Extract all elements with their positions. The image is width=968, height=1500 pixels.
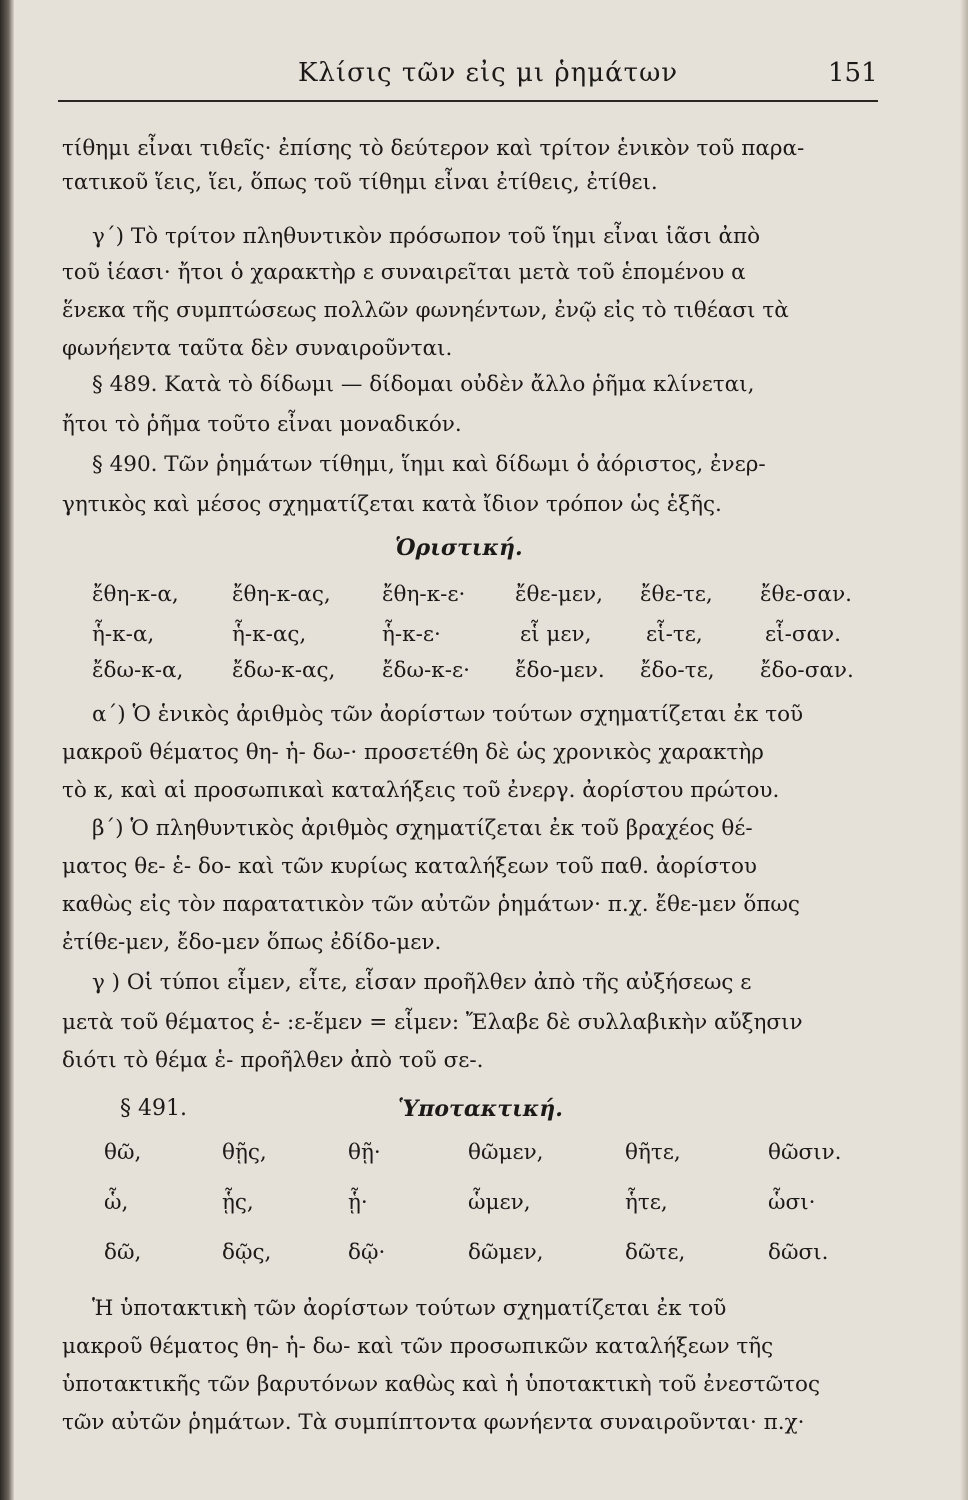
conjugation-cell: ἔδο-σαν. xyxy=(760,658,854,683)
header-rule xyxy=(58,100,878,102)
text-line: μακροῦ θέματος θη- ἡ- δω-· προσετέθη δὲ ὡς χρονικὸς χαρακτὴρ xyxy=(62,740,764,765)
conjugation-cell: εἷ-τε, xyxy=(646,622,703,647)
conjugation-cell: ὧσι· xyxy=(768,1190,816,1215)
conjugation-cell: θῶμεν, xyxy=(468,1140,544,1165)
text-line: Ἡ ὑποτακτικὴ τῶν ἀορίστων τούτων σχηματίζεται ἐκ τοῦ xyxy=(92,1296,727,1321)
page-number: 151 xyxy=(828,58,878,88)
text-line: τατικοῦ ἵεις, ἵει, ὅπως τοῦ τίθημι εἶναι ἐτίθεις, ἐτίθει. xyxy=(62,170,658,195)
conjugation-cell: ἔδω-κ-α, xyxy=(92,658,184,683)
section-number: § 491. xyxy=(120,1096,187,1121)
text-line: § 490. Τῶν ῥημάτων τίθημι, ἵημι καὶ δίδωμι ὁ ἀόριστος, ἐνερ- xyxy=(92,452,766,477)
text-line: γ ) Οἱ τύποι εἷμεν, εἷτε, εἷσαν προῆλθεν ἀπὸ τῆς αὐξήσεως ε xyxy=(92,970,752,995)
conjugation-cell: εἷ μεν, xyxy=(520,622,592,647)
conjugation-cell: ἔθη-κ-α, xyxy=(92,582,179,607)
conjugation-cell: θῆτε, xyxy=(625,1140,681,1165)
conjugation-cell: ἧ-κ-α, xyxy=(92,622,155,647)
text-line: τὸ κ, καὶ αἱ προσωπικαὶ καταλήξεις τοῦ ἐνεργ. ἀορίστου πρώτου. xyxy=(62,778,780,803)
conjugation-cell: ᾗ· xyxy=(348,1190,368,1215)
conjugation-cell: θῶ, xyxy=(104,1140,142,1165)
text-line: τῶν αὐτῶν ῥημάτων. Τὰ συμπίπτοντα φωνήεντα συναιροῦνται· π.χ· xyxy=(62,1410,805,1435)
text-line: ἐτίθε-μεν, ἔδο-μεν ὅπως ἐδίδο-μεν. xyxy=(62,930,442,955)
conjugation-cell: δῷ· xyxy=(348,1240,386,1265)
conjugation-cell: ἔθε-μεν, xyxy=(515,582,603,607)
text-line: γ΄) Τὸ τρίτον πληθυντικὸν πρόσωπον τοῦ ἵημι εἶναι ἱᾶσι ἀπὸ xyxy=(92,224,761,249)
heading-subjunctive: Ὑποτακτική. xyxy=(398,1096,563,1122)
book-gutter-shadow xyxy=(0,0,14,1500)
conjugation-cell: θῶσιν. xyxy=(768,1140,842,1165)
conjugation-cell: ἔδο-τε, xyxy=(640,658,715,683)
conjugation-cell: δῷς, xyxy=(222,1240,272,1265)
heading-indicative: Ὁριστική. xyxy=(395,535,523,561)
text-line: ματος θε- ἑ- δο- καὶ τῶν κυρίως καταλήξεων τοῦ παθ. ἀορίστου xyxy=(62,854,757,879)
conjugation-cell: θῇ· xyxy=(348,1140,381,1165)
conjugation-cell: ὧ, xyxy=(104,1190,129,1215)
conjugation-cell: δῶμεν, xyxy=(468,1240,544,1265)
text-line: μετὰ τοῦ θέματος ἑ- :ε-ἕμεν = εἷμεν: Ἔλαβε δὲ συλλαβικὴν αὔξησιν xyxy=(62,1010,803,1035)
text-line: β΄) Ὁ πληθυντικὸς ἀριθμὸς σχηματίζεται ἐκ τοῦ βραχέος θέ- xyxy=(92,816,753,841)
text-line: τίθημι εἶναι τιθεῖς· ἐπίσης τὸ δεύτερον καὶ τρίτον ἑνικὸν τοῦ παρα- xyxy=(62,136,805,161)
text-line: μακροῦ θέματος θη- ἡ- δω- καὶ τῶν προσωπικῶν καταλήξεων τῆς xyxy=(62,1334,774,1359)
conjugation-cell: ἔθε-τε, xyxy=(640,582,713,607)
text-line: τοῦ ἱέασι· ἤτοι ὁ χαρακτὴρ ε συναιρεῖται μετὰ τοῦ ἑπομένου α xyxy=(62,260,746,285)
conjugation-cell: δῶτε, xyxy=(625,1240,686,1265)
conjugation-cell: ἔδω-κ-ε· xyxy=(382,658,470,683)
text-line: § 489. Κατὰ τὸ δίδωμι — δίδομαι οὐδὲν ἄλλο ῥῆμα κλίνεται, xyxy=(92,372,755,397)
conjugation-cell: ᾗς, xyxy=(222,1190,254,1215)
conjugation-cell: ἔδο-μεν. xyxy=(515,658,605,683)
conjugation-cell: θῇς, xyxy=(222,1140,267,1165)
conjugation-cell: ἧτε, xyxy=(625,1190,668,1215)
conjugation-cell: ἔθη-κ-ας, xyxy=(232,582,331,607)
running-header-title: Κλίσις τῶν εἰς μι ῥημάτων xyxy=(298,58,679,88)
text-line: γητικὸς καὶ μέσος σχηματίζεται κατὰ ἴδιον τρόπον ὡς ἑξῆς. xyxy=(62,492,722,517)
conjugation-cell: ἔδω-κ-ας, xyxy=(232,658,336,683)
text-line: ἤτοι τὸ ῥῆμα τοῦτο εἶναι μοναδικόν. xyxy=(62,412,462,437)
conjugation-cell: δῶσι. xyxy=(768,1240,829,1265)
text-line: διότι τὸ θέμα ἑ- προῆλθεν ἀπὸ τοῦ σε-. xyxy=(62,1048,484,1073)
conjugation-cell: δῶ, xyxy=(104,1240,142,1265)
text-line: ὑποτακτικῆς τῶν βαρυτόνων καθὼς καὶ ἡ ὑποτακτικὴ τοῦ ἐνεστῶτος xyxy=(62,1372,821,1397)
conjugation-cell: ἧ-κ-ε· xyxy=(382,622,441,647)
conjugation-cell: εἷ-σαν. xyxy=(765,622,841,647)
conjugation-cell: ἔθη-κ-ε· xyxy=(382,582,466,607)
conjugation-cell: ἧ-κ-ας, xyxy=(232,622,307,647)
page-edge xyxy=(960,0,968,1500)
text-line: φωνήεντα ταῦτα δὲν συναιροῦνται. xyxy=(62,336,453,361)
text-line: ἕνεκα τῆς συμπτώσεως πολλῶν φωνηέντων, ἐνῷ εἰς τὸ τιθέασι τὰ xyxy=(62,298,789,323)
conjugation-cell: ὧμεν, xyxy=(468,1190,531,1215)
conjugation-cell: ἔθε-σαν. xyxy=(760,582,852,607)
text-line: α΄) Ὁ ἑνικὸς ἀριθμὸς τῶν ἀορίστων τούτων σχηματίζεται ἐκ τοῦ xyxy=(92,702,804,727)
text-line: καθὼς εἰς τὸν παρατατικὸν τῶν αὐτῶν ῥημάτων· π.χ. ἔθε-μεν ὅπως xyxy=(62,892,800,917)
